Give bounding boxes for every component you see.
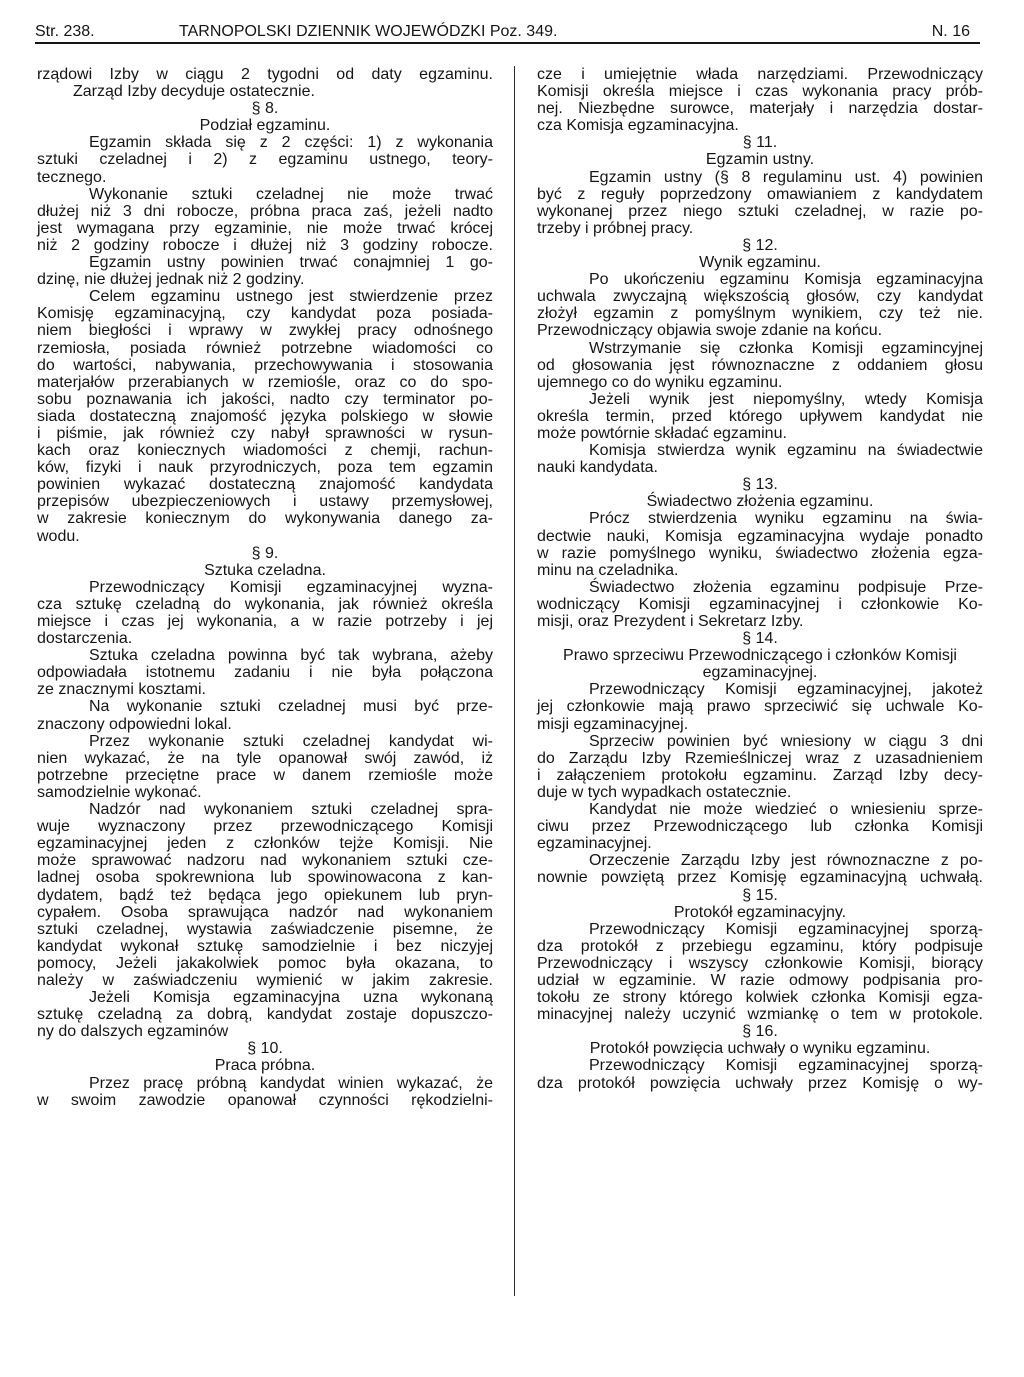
text-line: Przewodniczący objawia swoje zdanie na końcu.: [537, 322, 883, 340]
text-line: siada dostateczną znajomość języka polskiego w słowie: [37, 407, 493, 425]
section-heading: § 8.: [251, 100, 279, 118]
text-line: egzaminacyjnej jeden z członków tejże Komisji. Nie: [37, 835, 493, 853]
text-line: ujemnego co do wyniku egzaminu.: [537, 373, 783, 391]
text-line: tecznego.: [37, 168, 107, 186]
text-line: uchwala zwyczajną większością głosów, czy kandydat: [537, 288, 983, 306]
section-heading: Egzamin ustny.: [705, 151, 815, 169]
text-line: kandydat wykonał sztukę samodzielnie i bez niczyjej: [37, 937, 493, 955]
section-heading: § 10.: [247, 1040, 283, 1058]
text-line: do Zarządu Izby Rzemieślniczej wraz z uzasadnieniem: [537, 749, 983, 767]
section-heading: § 12.: [742, 236, 778, 254]
text-line: odpowiadała istotnemu zadaniu i nie była połączona: [37, 664, 493, 682]
header-rule: [35, 42, 980, 44]
text-line: Komisję egzaminacyjną, czy kandydat poza posiada-: [37, 305, 493, 323]
text-line: Jeżeli wynik jest niepomyślny, wtedy Komisja: [589, 390, 983, 408]
text-line: Przez wykonanie sztuki czeladnej kandydat wi-: [89, 732, 493, 750]
text-line: nownie powziętą przez Komisję egzaminacyjną uchwałą.: [537, 869, 983, 887]
text-line: nauki kandydata.: [537, 459, 658, 477]
text-line: Zarząd Izby decyduje ostatecznie.: [73, 83, 315, 101]
page-number: Str. 238.: [35, 23, 95, 40]
text-line: może sprawować nadzoru nad wykonaniem sztuki cze-: [37, 852, 493, 870]
text-line: Nadzór nad wykonaniem sztuki czeladnej spra-: [89, 801, 493, 819]
page-header: [35, 22, 980, 42]
text-line: misji, oraz Prezydent i Sekretarz Izby.: [537, 613, 804, 630]
text-line: Wykonanie sztuki czeladnej nie może trwać: [89, 185, 493, 203]
section-heading: Świadectwo złożenia egzaminu.: [646, 493, 874, 511]
text-line: do wartości, nabywania, przechowywania i stosowania: [37, 356, 493, 374]
text-line: dzinę, nie dłużej jednak niż 2 godziny.: [37, 271, 305, 289]
text-line: sztuki czeladnej i 2) z egzaminu ustnego, teory-: [37, 151, 493, 169]
text-line: cze i umiejętnie włada narzędziami. Przewodniczący: [537, 66, 983, 83]
text-line: cza Komisja egzaminacyjna.: [537, 117, 739, 135]
text-line: być z reguły poprzedzony omawianiem z kandydatem: [537, 185, 983, 203]
text-line: Przewodniczący Komisji egzaminacyjnej sporzą-: [589, 920, 983, 938]
text-line: i załączeniem protokołu egzaminu. Zarząd Izby decy-: [537, 766, 983, 784]
text-line: od głosowania jęst równoznaczne z oddaniem głosu: [537, 356, 983, 374]
text-line: rządowi Izby w ciągu 2 tygodni od daty egzaminu.: [37, 66, 493, 83]
text-line: w zakresie koniecznym do wykonywania danego za-: [37, 510, 493, 528]
text-line: należy w zaświadczeniu wymienić w jakim zakresie.: [37, 971, 493, 989]
text-line: Sztuka czeladna powinna być tak wybrana, ażeby: [89, 647, 493, 665]
section-heading: Sztuka czeladna.: [204, 561, 326, 579]
text-line: przepisów ubezpieczeniowych i ustawy przemysłowej,: [37, 493, 493, 511]
text-line: Celem egzaminu ustnego jest stwierdzenie przez: [89, 288, 493, 306]
text-line: minacyjnej należy uczynić wzmiankę o tem w protokole.: [537, 1006, 983, 1024]
text-line: ny do dalszych egzaminów: [37, 1023, 229, 1041]
text-line: jest wymagana przy egzaminie, nie może trwać krócej: [37, 219, 493, 237]
text-line: wuje wyznaczony przez przewodniczącego Komisji: [37, 818, 493, 836]
text-line: Jeżeli Komisja egzaminacyjna uzna wykonaną: [89, 989, 493, 1007]
text-line: miejsce i czas jej wykonania, a w razie potrzeby i jej: [37, 613, 493, 630]
text-line: ze znacznymi kosztami.: [37, 681, 206, 699]
section-heading: Podział egzaminu.: [199, 117, 331, 135]
text-line: cypałem. Osoba sprawująca nadzór nad wykonaniem: [37, 903, 493, 921]
text-line: dza protokół powzięcia uchwały przez Komisję o wy-: [537, 1074, 983, 1092]
text-line: sobu poznawania ich jakości, nadto czy terminator po-: [37, 390, 493, 408]
text-line: ków, fizyki i nauk przyrodniczych, poza tem egzamin: [37, 459, 493, 477]
section-heading: Prawo sprzeciwu Przewodniczącego i członków Komisji: [563, 647, 957, 665]
section-heading: § 15.: [742, 886, 778, 904]
text-line: niem biegłości i wprawy w zwykłej pracy odnośnego: [37, 322, 493, 340]
text-line: nien wykazać, że na tyle opanował swój zawód, iż: [37, 749, 493, 767]
text-line: Egzamin ustny powinien trwać conajmniej 1 go-: [89, 254, 493, 272]
section-heading: Wynik egzaminu.: [699, 254, 821, 272]
text-line: kach oraz koniecznych wiadomości z chemji, rachun-: [37, 442, 493, 460]
text-line: określa termin, przed którego upływem kandydat nie: [537, 407, 983, 425]
text-line: powinien wykazać dostateczną znajomość kandydata: [37, 476, 493, 494]
text-line: Komisja stwierdza wynik egzaminu na świadectwie: [589, 442, 983, 460]
text-line: Prócz stwierdzenia wyniku egzaminu na świa-: [589, 510, 983, 528]
text-line: potrzebne przeciętne prace w danem rzemiośle może: [37, 766, 493, 784]
text-line: pomocy, Jeżeli jakakolwiek pomoc była okazana, to: [37, 954, 493, 972]
text-line: dłużej niż 3 dni robocze, próbna praca zaś, jeżeli nadto: [37, 202, 493, 220]
text-line: Egzamin ustny (§ 8 regulaminu ust. 4) powinien: [589, 168, 983, 186]
text-line: dostarczenia.: [37, 630, 133, 648]
section-heading: Protokół powzięcia uchwały o wyniku egzaminu.: [589, 1040, 931, 1058]
text-line: dza protokół z przebiegu egzaminu, który podpisuje: [537, 937, 983, 955]
text-line: Orzeczenie Zarządu Izby jest równoznaczne z po-: [589, 852, 983, 870]
text-line: ciwu przez Przewodniczącego lub członka Komisji: [537, 818, 983, 836]
text-line: Sprzeciw powinien być wniesiony w ciągu 3 dni: [589, 732, 983, 750]
text-line: wodniczący Komisji egzaminacyjnej i członkowie Ko-: [537, 595, 983, 613]
text-line: samodzielnie wykonać.: [37, 783, 202, 801]
text-line: Egzamin składa się z 2 części: 1) z wykonania: [89, 134, 493, 152]
text-line: tokołu ze strony którego kolwiek członka Komisji egza-: [537, 989, 983, 1007]
text-line: Przewodniczący Komisji egzaminacyjnej sporzą-: [589, 1057, 983, 1075]
text-line: Komisji określa miejsce i czas wykonania pracy prób-: [537, 83, 983, 101]
text-line: Po ukończeniu egzaminu Komisja egzaminacyjna: [589, 271, 983, 289]
text-line: wodu.: [37, 527, 80, 545]
text-line: rzemiosła, posiada również potrzebne wiadomości co: [37, 339, 493, 357]
text-line: Przez pracę próbną kandydat winien wykazać, że: [89, 1074, 493, 1092]
journal-title: TARNOPOLSKI DZIENNIK WOJEWÓDZKI Poz. 349.: [179, 23, 558, 40]
text-line: sztuki czeladnej, wystawia zaświadczenie pisemne, że: [37, 920, 493, 938]
text-line: niż 2 godziny robocze i dłużej niż 3 godziny robocze.: [37, 236, 493, 254]
text-line: Kandydat nie może wiedzieć o wniesieniu sprze-: [589, 801, 983, 819]
text-line: i piśmie, jak również czy nabył sprawności w rysun-: [37, 424, 493, 442]
text-line: może powtórnie składać egzaminu.: [537, 424, 787, 442]
text-line: znaczony odpowiedni lokal.: [37, 715, 232, 733]
text-line: ladnej osoba spokrewniona lub spowinowacona z kan-: [37, 869, 493, 887]
text-line: dydatem, bądź też będąca jego opiekunem lub pryn-: [37, 886, 493, 904]
text-line: Świadectwo złożenia egzaminu podpisuje Prze-: [589, 578, 983, 596]
text-line: złożył egzamin z pomyślnym wynikiem, czy też nie.: [537, 305, 983, 323]
text-line: udział w egzaminie. W razie odmowy podpisania pro-: [537, 971, 983, 989]
text-line: Przewodniczący Komisji egzaminacyjnej, jakoteż: [589, 681, 983, 699]
text-line: jej członkowie mają prawo sprzeciwić się uchwale Ko-: [537, 698, 983, 716]
text-line: nej. Niezbędne surowce, materjały i narzędzia dostar-: [537, 100, 983, 118]
text-line: Na wykonanie sztuki czeladnej musi być prze-: [89, 698, 493, 716]
text-line: duje w tych wypadkach ostatecznie.: [537, 783, 792, 801]
text-line: wykonanej przez niego sztuki czeladnej, w razie po-: [537, 202, 983, 220]
text-line: Przewodniczący i wszyscy członkowie Komisji, biorący: [537, 954, 983, 972]
section-heading: Praca próbna.: [214, 1057, 316, 1075]
section-heading: § 13.: [742, 476, 778, 494]
text-line: Przewodniczący Komisji egzaminacyjnej wyzna-: [89, 578, 493, 596]
text-line: w razie pomyślnego wyniku, świadectwo złożenia egza-: [537, 544, 983, 562]
right-column: [537, 66, 983, 1092]
section-heading: egzaminacyjnej.: [702, 664, 818, 682]
section-heading: § 16.: [742, 1023, 778, 1041]
text-line: w swoim zawodzie opanował czynności rękodzielni-: [37, 1091, 493, 1109]
section-heading: Protokół egzaminacyjny.: [673, 903, 847, 921]
section-heading: § 9.: [251, 544, 279, 562]
text-line: trzeby i próbnej pracy.: [537, 219, 694, 237]
text-line: materjałów przerabianych w rzemiośle, oraz co do spo-: [37, 373, 493, 391]
text-line: misji egzaminacyjnej.: [537, 715, 689, 733]
text-line: cza sztukę czeladną do wykonania, jak również określa: [37, 595, 493, 613]
text-line: egzaminacyjnej.: [537, 835, 652, 853]
text-line: minu na czeladnika.: [537, 561, 679, 579]
text-line: sztukę czeladną za dobrą, kandydat zostaje dopuszczo-: [37, 1006, 493, 1024]
column-divider: [514, 66, 515, 1296]
issue-number: N. 16: [931, 23, 970, 40]
section-heading: § 11.: [742, 134, 778, 152]
left-column: [37, 66, 493, 1109]
text-line: Wstrzymanie się członka Komisji egzamincyjnej: [589, 339, 983, 357]
section-heading: § 14.: [742, 630, 778, 648]
text-line: dectwie nauki, Komisja egzaminacyjna wydaje ponadto: [537, 527, 983, 545]
